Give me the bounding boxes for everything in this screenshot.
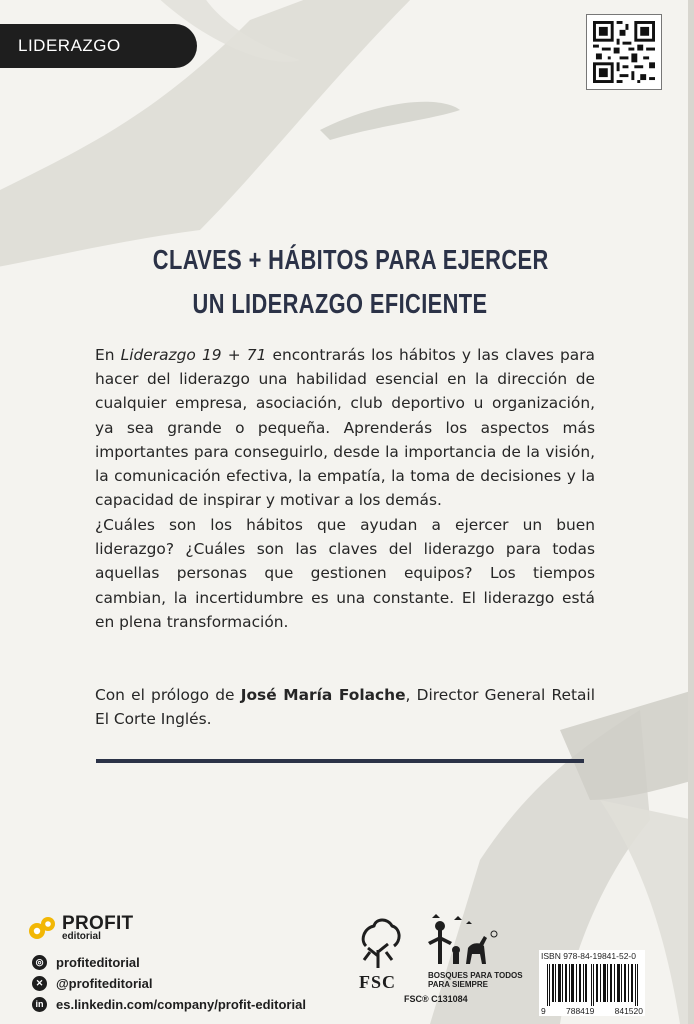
headline	[152, 238, 549, 326]
qr-code[interactable]	[586, 14, 662, 90]
page-edge	[688, 0, 694, 1024]
instagram-icon: ◎	[32, 955, 47, 970]
description-paragraph-2: ¿Cuáles son los hábitos que ayudan a ejercer un buen liderazgo? ¿Cuáles son las claves del liderazgo para todas aquellas personas que gestionen equipos? Los tiempos cambian, la incertidumbre es una constante. El liderazgo está en plena transformación.	[95, 516, 595, 631]
publisher-name: PROFIT	[62, 913, 134, 934]
bosques-line-1: BOSQUES PARA TODOS	[428, 971, 523, 980]
bosques-figures-icon	[428, 914, 497, 964]
linkedin-url: es.linkedin.com/company/profit-editorial	[56, 997, 306, 1012]
social-linkedin[interactable]	[28, 994, 348, 1015]
headline-line-2: UN LIDERAZGO EFICIENTE	[192, 288, 488, 319]
bosques-slogan	[428, 971, 528, 989]
linkedin-icon: in	[32, 997, 47, 1012]
prologue-credit	[95, 683, 595, 731]
barcode-digits	[539, 1006, 645, 1016]
barcode	[541, 964, 643, 1006]
divider-rule	[96, 759, 584, 763]
x-handle: @profiteditorial	[56, 976, 153, 991]
description-paragraph-1	[95, 343, 595, 512]
fsc-certification	[356, 912, 526, 1012]
p3-intro: Con el prólogo de	[95, 686, 241, 704]
profit-logo-icon	[28, 915, 58, 941]
book-title: Liderazgo 19 + 71	[120, 346, 267, 364]
fsc-label: FSC	[359, 972, 397, 992]
barcode-digits-last: 841520	[614, 1006, 643, 1016]
instagram-handle: profiteditorial	[56, 955, 140, 970]
bosques-line-2: PARA SIEMPRE	[428, 980, 489, 989]
headline-line-1: CLAVES + HÁBITOS PARA EJERCER	[152, 244, 549, 275]
qr-code-icon	[593, 21, 655, 83]
social-instagram[interactable]	[28, 952, 348, 973]
publisher-sub: editorial	[62, 931, 101, 942]
fsc-code: FSC® C131084	[404, 994, 468, 1004]
barcode-digits-mid: 788419	[565, 1006, 595, 1016]
fsc-tree-icon	[356, 912, 526, 974]
p1-intro: En	[95, 346, 121, 364]
p3-rest: , Director General Retail El Corte Inglés.	[95, 686, 595, 729]
isbn-text: ISBN 978-84-19841-52-0	[541, 951, 636, 961]
publisher-block	[28, 914, 348, 1015]
p1-rest: encontrarás los hábitos y las claves para hacer del liderazgo una habilidad esencial en la dirección de cualquier empresa, asociación, club deportivo u organización, ya sea grande o pequeña. Aprenderás los aspectos más importantes para conseguirlo, desde la importancia de la visión, la comunicación efectiva, la empatía, la toma de decisiones y la capacidad de inspirar y motivar a los demás.	[95, 346, 595, 510]
category-banner: LIDERAZGO	[0, 24, 197, 68]
x-icon: ✕	[32, 976, 47, 991]
prologue-author: José María Folache	[240, 686, 406, 704]
publisher-logo	[28, 914, 348, 942]
social-links	[28, 952, 348, 1015]
social-x[interactable]	[28, 973, 348, 994]
barcode-digit-first: 9	[541, 1006, 546, 1016]
